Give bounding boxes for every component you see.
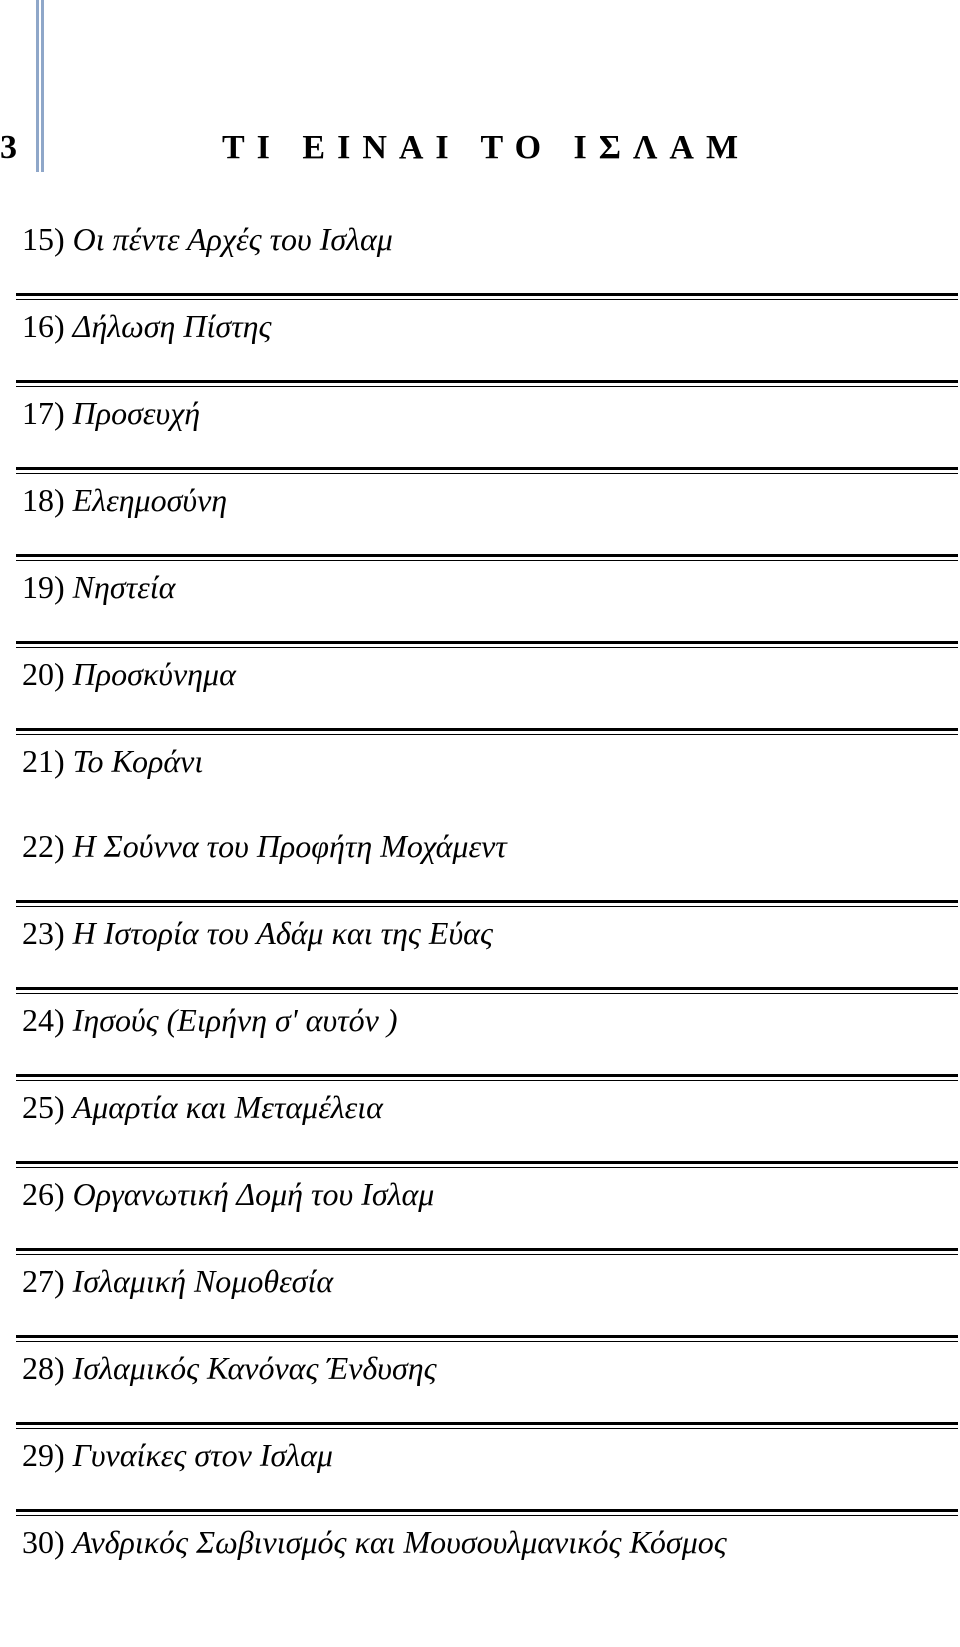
toc-entry-17 [22,393,200,433]
toc-entry-19 [22,567,175,607]
toc-entry-number: 17) [22,395,65,431]
toc-entry-number: 27) [22,1263,65,1299]
page-number: 3 [0,129,17,166]
separator-rule [16,728,958,738]
toc-entry-16 [22,306,272,346]
separator-rule [16,380,958,390]
toc-entry-20 [22,654,236,694]
toc-entry-27 [22,1261,333,1301]
toc-entry-18 [22,480,227,520]
toc-entry-text: Ισλαμική Νομοθεσία [72,1263,334,1299]
separator-rule [16,467,958,477]
toc-entry-text: Προσκύνημα [72,656,236,692]
separator-rule [16,1335,958,1345]
toc-entry-number: 29) [22,1437,65,1473]
toc-entry-text: Ισλαμικός Κανόνας Ένδυσης [72,1350,437,1386]
toc-entry-text: Οι πέντε Αρχές του Ισλαμ [72,221,393,257]
toc-entry-text: Ανδρικός Σωβινισμός και Μουσουλμανικός Κόσμος [72,1524,727,1560]
toc-entry-number: 21) [22,743,65,779]
toc-entry-number: 19) [22,569,65,605]
toc-entry-text: Προσευχή [72,395,201,431]
toc-entry-number: 25) [22,1089,65,1125]
toc-entry-number: 22) [22,828,65,864]
toc-entry-number: 23) [22,915,65,951]
separator-rule [16,987,958,997]
toc-entry-22 [22,826,507,866]
toc-entry-number: 18) [22,482,65,518]
toc-entry-text: Ελεημοσύνη [72,482,228,518]
separator-rule [16,1248,958,1258]
page-title: ΤΙ ΕΙΝΑΙ ΤΟ ΙΣΛΑΜ [222,129,751,166]
toc-entry-number: 24) [22,1002,65,1038]
toc-entry-text: Γυναίκες στον Ισλαμ [72,1437,333,1473]
separator-rule [16,1074,958,1084]
toc-entry-number: 15) [22,221,65,257]
separator-rule [16,1422,958,1432]
toc-entry-21 [22,741,203,781]
toc-entry-number: 30) [22,1524,65,1560]
toc-entry-number: 26) [22,1176,65,1212]
toc-entry-30 [22,1522,727,1562]
toc-entry-24 [22,1000,397,1040]
toc-entry-text: Αμαρτία και Μεταμέλεια [72,1089,383,1125]
toc-entry-26 [22,1174,434,1214]
separator-rule [16,554,958,564]
toc-entry-number: 20) [22,656,65,692]
toc-entry-text: Το Κοράνι [72,743,204,779]
separator-rule [16,641,958,651]
toc-entry-text: Δήλωση Πίστης [72,308,272,344]
toc-entry-text: Η Σούννα του Προφήτη Μοχάμεντ [72,828,507,864]
separator-rule [16,1509,958,1519]
toc-entry-text: Η Ιστορία του Αδάμ και της Εύας [72,915,493,951]
toc-entry-number: 28) [22,1350,65,1386]
toc-entry-15 [22,219,393,259]
toc-entry-25 [22,1087,383,1127]
toc-entry-28 [22,1348,437,1388]
separator-rule [16,293,958,303]
toc-entry-23 [22,913,493,953]
toc-entry-29 [22,1435,333,1475]
separator-rule [16,1161,958,1171]
toc-entry-text: Νηστεία [72,569,176,605]
toc-entry-text: Ιησούς (Ειρήνη σ' αυτόν ) [72,1002,398,1038]
toc-entry-text: Οργανωτική Δομή του Ισλαμ [72,1176,435,1212]
toc-entry-number: 16) [22,308,65,344]
separator-rule [16,900,958,910]
